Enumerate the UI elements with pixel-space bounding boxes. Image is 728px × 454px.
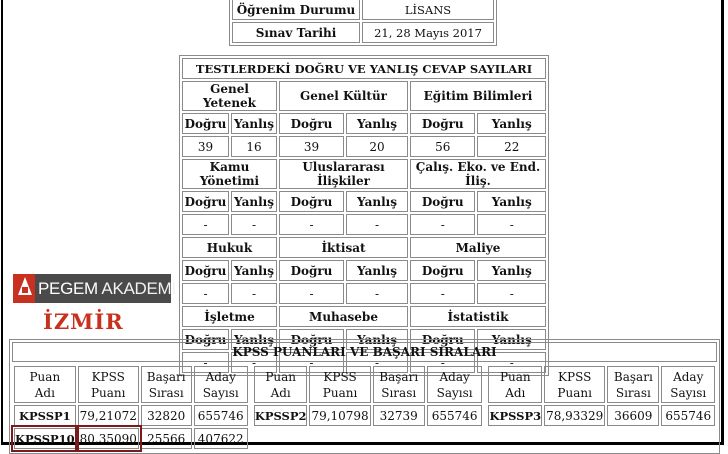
pegem-logo-mark-icon: [13, 274, 35, 303]
score-value: 80,35090: [78, 428, 139, 449]
score-group: [486, 364, 717, 451]
candidate-count: 655746: [427, 405, 483, 426]
col-header: Başarı Sırası: [141, 366, 192, 403]
scores-table: [9, 339, 720, 454]
yanlis-value: -: [346, 214, 408, 235]
score-name: KPSSP10: [14, 428, 76, 449]
col-header: KPSS Puanı: [78, 366, 139, 403]
logo-text: [38, 279, 176, 299]
dogru-label: Doğru: [410, 329, 475, 350]
dogru-label: Doğru: [410, 260, 475, 281]
test-name: İşletme: [182, 306, 277, 327]
yanlis-label: Yanlış: [231, 113, 277, 134]
score-rank: 32820: [141, 405, 192, 426]
yanlis-label: Yanlış: [231, 329, 277, 350]
score-name: KPSSP1: [14, 405, 76, 426]
education-value: LİSANS: [362, 0, 494, 20]
test-name: Eğitim Bilimleri: [410, 81, 546, 111]
dogru-label: Doğru: [182, 329, 229, 350]
yanlis-value: 22: [477, 136, 546, 157]
dogru-value: -: [410, 283, 475, 304]
dogru-label: Doğru: [279, 191, 344, 212]
yanlis-label: Yanlış: [477, 113, 546, 134]
dogru-value: 39: [279, 136, 344, 157]
yanlis-value: -: [231, 214, 277, 235]
col-header: KPSS Puanı: [544, 366, 605, 403]
yanlis-value: -: [477, 283, 546, 304]
test-name: Uluslararası İlişkiler: [279, 159, 408, 189]
col-header: Puan Adı: [14, 366, 76, 403]
dogru-value: 56: [410, 136, 475, 157]
test-name: Genel Kültür: [279, 81, 408, 111]
yanlis-value: -: [346, 283, 408, 304]
answers-title: TESTLERDEKİ DOĞRU VE YANLIŞ CEVAP SAYILARI: [182, 58, 546, 79]
yanlis-value: -: [231, 283, 277, 304]
yanlis-label: Yanlış: [231, 260, 277, 281]
score-rank: 32739: [373, 405, 425, 426]
yanlis-value: 16: [231, 136, 277, 157]
score-value: 79,10798: [309, 405, 370, 426]
col-header: Aday Sayısı: [427, 366, 483, 403]
col-header: Puan Adı: [488, 366, 542, 403]
dogru-value: 39: [182, 136, 229, 157]
dogru-value: -: [182, 214, 229, 235]
yanlis-value: -: [477, 214, 546, 235]
col-header: Aday Sayısı: [194, 366, 248, 403]
yanlis-value: -: [231, 352, 277, 373]
dogru-label: Doğru: [279, 329, 344, 350]
yanlis-value: -: [477, 352, 546, 373]
education-label: Öğrenim Durumu: [232, 0, 360, 20]
dogru-value: -: [279, 214, 344, 235]
test-name: Genel Yetenek: [182, 81, 277, 111]
dogru-value: -: [279, 352, 344, 373]
col-header: KPSS Puanı: [309, 366, 370, 403]
test-name: Çalış. Eko. ve End. İliş.: [410, 159, 546, 189]
dogru-value: -: [410, 214, 475, 235]
yanlis-label: Yanlış: [477, 191, 546, 212]
score-group: [12, 364, 250, 451]
exam-date-value: 21, 28 Mayıs 2017: [362, 22, 494, 43]
logo-city: İZMİR: [43, 309, 124, 334]
dogru-value: -: [182, 352, 229, 373]
logo-brand-b: AKADEMİ: [101, 279, 176, 298]
info-table: [229, 0, 497, 46]
score-value: 79,21072: [78, 405, 139, 426]
test-name: Maliye: [410, 237, 546, 258]
yanlis-label: Yanlış: [346, 191, 408, 212]
score-value: 78,93329: [544, 405, 605, 426]
dogru-label: Doğru: [182, 260, 229, 281]
col-header: Puan Adı: [254, 366, 308, 403]
yanlis-value: -: [346, 352, 408, 373]
test-name: Hukuk: [182, 237, 277, 258]
dogru-label: Doğru: [182, 191, 229, 212]
yanlis-label: Yanlış: [346, 260, 408, 281]
yanlis-label: Yanlış: [477, 329, 546, 350]
table-row: [254, 405, 483, 426]
exam-date-label: Sınav Tarihi: [232, 22, 360, 43]
logo-brand-a: PEGEM: [38, 279, 98, 298]
score-name: KPSSP2: [254, 405, 308, 426]
test-name: Kamu Yönetimi: [182, 159, 277, 189]
yanlis-label: Yanlış: [346, 329, 408, 350]
dogru-value: -: [182, 283, 229, 304]
yanlis-label: Yanlış: [346, 113, 408, 134]
table-row: [14, 405, 248, 426]
scores-title: KPSS PUANLARI VE BAŞARI SIRALARI: [12, 342, 717, 362]
col-header: Başarı Sırası: [373, 366, 425, 403]
yanlis-value: 20: [346, 136, 408, 157]
col-header: Aday Sayısı: [661, 366, 715, 403]
dogru-label: Doğru: [279, 113, 344, 134]
dogru-label: Doğru: [279, 260, 344, 281]
dogru-label: Doğru: [182, 113, 229, 134]
test-name: İstatistik: [410, 306, 546, 327]
candidate-count: 407622: [194, 428, 248, 449]
pegem-logo: [13, 274, 176, 303]
yanlis-label: Yanlış: [231, 191, 277, 212]
info-row: [232, 22, 494, 43]
score-name: KPSSP3: [488, 405, 542, 426]
candidate-count: 655746: [661, 405, 715, 426]
dogru-label: Doğru: [410, 113, 475, 134]
score-rank: 36609: [607, 405, 659, 426]
candidate-count: 655746: [194, 405, 248, 426]
yanlis-label: Yanlış: [477, 260, 546, 281]
dogru-label: Doğru: [410, 191, 475, 212]
dogru-value: -: [279, 283, 344, 304]
col-header: Başarı Sırası: [607, 366, 659, 403]
test-name: Muhasebe: [279, 306, 408, 327]
test-name: İktisat: [279, 237, 408, 258]
table-row: [14, 428, 248, 449]
answers-table: [179, 55, 549, 376]
info-row: [232, 0, 494, 20]
dogru-value: -: [410, 352, 475, 373]
score-group: [252, 364, 485, 451]
table-row: [488, 405, 715, 426]
score-rank: 25566: [141, 428, 192, 449]
